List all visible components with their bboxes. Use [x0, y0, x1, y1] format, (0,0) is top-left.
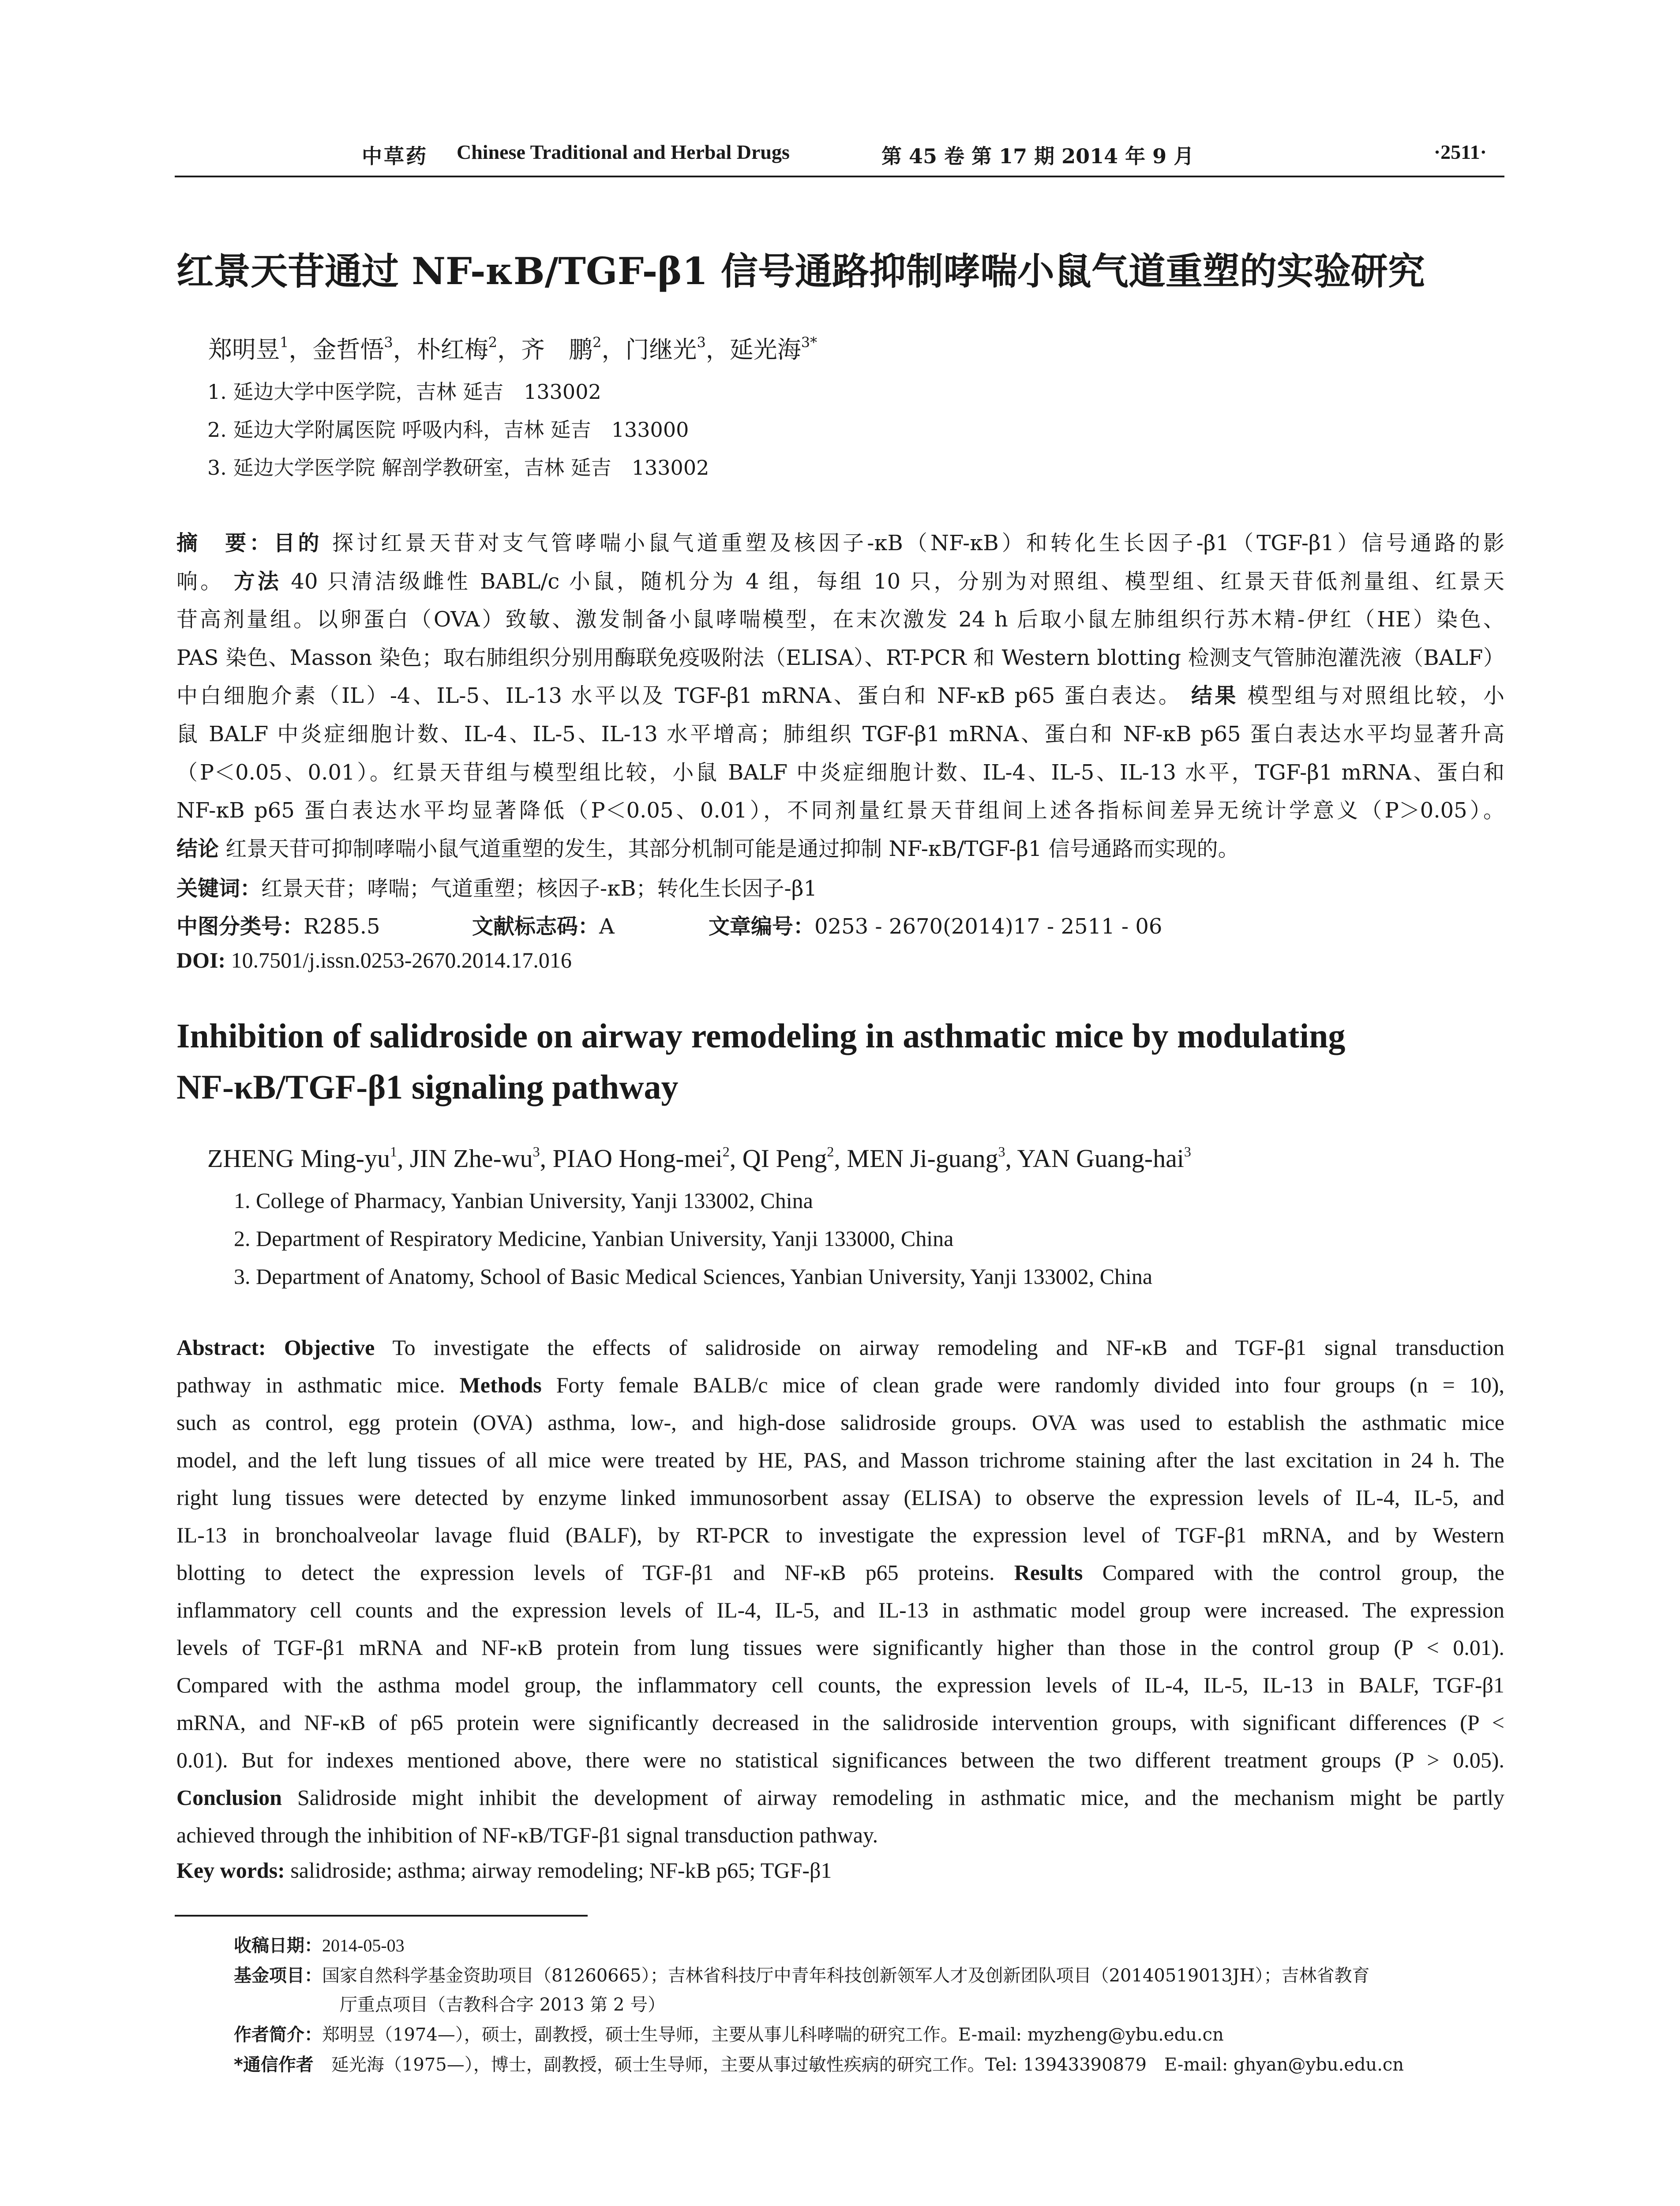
abstract-text: right lung tissues were detected by enzyme linked immunosorbent assay (ELISA) to observe the expression levels of IL-4, IL-5, and: [176, 1485, 1504, 1510]
abstract-line: [176, 1366, 1504, 1404]
doc-code-value: A: [599, 914, 615, 939]
abstract-text: 红景天苷可抑制哮喘小鼠气道重塑的发生，其部分机制可能是通过抑制 NF-κB/TGF-β1 信号通路而实现的。: [225, 836, 1239, 861]
abstract-text: Salidroside might inhibit the development of airway remodeling in asthmatic mice, and the mechanism might be partly: [297, 1785, 1504, 1810]
article-number-value: 0253 - 2670(2014)17 - 2511 - 06: [814, 914, 1162, 939]
keywords-zh: [176, 871, 817, 902]
abstract-en-label: Abstract:: [176, 1335, 284, 1360]
page-number: ·2511·: [1433, 141, 1487, 163]
author-affiliation-mark: 3: [1184, 1144, 1191, 1159]
author-affiliation-mark: 3: [532, 1144, 540, 1159]
journal-issue: 第 45 卷 第 17 期 2014 年 9 月: [881, 144, 1194, 168]
section-heading: 结论: [176, 836, 219, 861]
abstract-line: [176, 1816, 1504, 1854]
abstract-text: inflammatory cell counts and the expression levels of IL-4, IL-5, and IL-13 in asthmatic model group were increased. The expression: [176, 1598, 1504, 1622]
author-affiliation-mark: 1: [390, 1144, 398, 1159]
author-name: JIN Zhe-wu: [410, 1144, 533, 1173]
abstract-text: （P＜0.05、0.01）。红景天苷组与模型组比较，小鼠 BALF 中炎症细胞计数、IL-4、IL-5、IL-13 水平，TGF-β1 mRNA、蛋白和: [176, 760, 1504, 785]
abstract-en: [176, 1329, 1504, 1854]
fund-line-2: 厅重点项目（吉教科合字 2013 第 2 号）: [340, 1995, 666, 2015]
fund-line-1: 国家自然科学基金资助项目（81260665）；吉林省科技厅中青年科技创新领军人才及创新团队项目（20140519013JH）；吉林省教育: [322, 1966, 1370, 1986]
footnote-author: [234, 2021, 1224, 2046]
author-affiliation-mark: 2: [827, 1144, 834, 1159]
authors-en: ZHENG Ming-$yu^1$, JIN Zhe-$wu^3$, PIAO Hong-mei$^2$, QI Peng$^2$, MEN Ji-guang$^3$, YAN Guang-hai$^3$: [207, 1144, 1191, 1173]
journal-name-en: Chinese Traditional and Herbal Drugs: [457, 141, 790, 163]
abstract-line: [176, 1779, 1504, 1816]
abstract-text: such as control, egg protein (OVA) asthma, low-, and high-dose salidroside groups. OVA was used to establish the asthmatic mice: [176, 1410, 1504, 1435]
abstract-text: IL-13 in bronchoalveolar lavage fluid (BALF), by RT-PCR to investigate the expression level of TGF-β1 mRNA, and by Western: [176, 1523, 1504, 1547]
abstract-text: PAS 染色、Masson 染色；取右肺组织分别用酶联免疫吸附法（ELISA）、RT-PCR 和 Western blotting 检测支气管肺泡灌洗液（BALF）: [176, 645, 1504, 670]
abstract-text: pathway in asthmatic mice.: [176, 1373, 445, 1397]
received-date: 2014-05-03: [322, 1936, 405, 1955]
abstract-line: [176, 1704, 1504, 1741]
header-rule: [175, 176, 1504, 177]
doi: [176, 947, 572, 973]
author-bio-label: 作者简介：: [234, 2025, 322, 2045]
abstract-text: 苷高剂量组。以卵蛋白（OVA）致敏、激发制备小鼠哮喘模型，在末次激发 24 h 后取小鼠左肺组织行苏木精-伊红（HE）染色、: [176, 607, 1504, 632]
footnote-fund: [234, 1962, 1369, 1987]
section-heading: 目的: [274, 531, 322, 555]
abstract-text: 响。: [176, 569, 225, 594]
abstract-line: [176, 1516, 1504, 1554]
author-name: 郑明昱: [208, 336, 280, 364]
journal-name-zh: 中草药: [362, 144, 428, 168]
author-affiliation-mark: 1: [280, 334, 289, 351]
author-name: 朴红梅: [416, 336, 488, 364]
abstract-text: NF-κB p65 蛋白表达水平均显著降低（P＜0.05、0.01），不同剂量红景天苷组间上述各指标间差异无统计学意义（P＞0.05）。: [176, 798, 1504, 823]
doi-value[interactable]: 10.7501/j.issn.0253-2670.2014.17.016: [231, 948, 572, 972]
abstract-line: [176, 1741, 1504, 1779]
section-heading: Results: [1014, 1560, 1083, 1585]
abstract-text: 模型组与对照组比较，小: [1247, 683, 1504, 709]
author-name: MEN Ji-guang: [847, 1144, 998, 1173]
abstract-line: [176, 677, 1504, 715]
abstract-line: [176, 524, 1504, 563]
fund-label: 基金项目：: [234, 1966, 322, 1986]
classification-doc: [472, 909, 615, 940]
author-affiliation-mark: 3: [998, 1144, 1005, 1159]
doc-code-label: 文献标志码：: [472, 914, 600, 939]
abstract-line: [176, 639, 1504, 677]
author-name: YAN Guang-hai: [1017, 1144, 1184, 1173]
affiliation-zh-3: 3. 延边大学医学院 解剖学教研室，吉林 延吉 133002: [207, 456, 709, 480]
abstract-line: [176, 792, 1504, 830]
abstract-line: [176, 600, 1504, 639]
section-heading: Methods: [459, 1373, 542, 1397]
title-en-line-2: NF-κB/TGF-β1 signaling pathway: [176, 1068, 679, 1106]
affiliation-zh-1: 1. 延边大学中医学院，吉林 延吉 133002: [207, 380, 601, 404]
abstract-line: [176, 1479, 1504, 1516]
abstract-line: [176, 1554, 1504, 1591]
author-name: 金哲悟: [312, 336, 384, 364]
keywords-en: [176, 1857, 832, 1883]
author-name: PIAO Hong-mei: [552, 1144, 723, 1173]
section-heading: 方法: [233, 569, 281, 594]
classification-article: [709, 909, 1162, 940]
abstract-text: 鼠 BALF 中炎症细胞计数、IL-4、IL-5、IL-13 水平增高；肺组织 TGF-β1 mRNA、蛋白和 NF-κB p65 蛋白表达水平均显著升高: [176, 721, 1504, 747]
section-heading: Conclusion: [176, 1785, 282, 1810]
abstract-text: levels of TGF-β1 mRNA and NF-κB protein from lung tissues were significantly higher than those in the control group (P < 0.01).: [176, 1635, 1504, 1660]
abstract-zh: [176, 524, 1504, 868]
abstract-line: [176, 830, 1504, 868]
received-label: 收稿日期：: [234, 1936, 322, 1956]
clc-label: 中图分类号：: [176, 914, 304, 939]
corresponding-label: *通信作者: [234, 2055, 314, 2075]
author-name: QI Peng: [742, 1144, 827, 1173]
keywords-en-text: salidroside; asthma; airway remodeling; NF-kB p65; TGF-β1: [290, 1858, 832, 1883]
author-affiliation-mark: 2: [488, 334, 498, 351]
author-name: ZHENG Ming-yu: [207, 1144, 390, 1173]
abstract-text: 探讨红景天苷对支气管哮喘小鼠气道重塑及核因子-κB（NF-κB）和转化生长因子-β1（TGF-β1）信号通路的影: [332, 531, 1504, 555]
affiliation-en-1: 1. College of Pharmacy, Yanbian University, Yanji 133002, China: [234, 1188, 813, 1213]
title-en-line-1: Inhibition of salidroside on airway remodeling in asthmatic mice by modulating: [176, 1017, 1346, 1055]
footnote-received: [234, 1932, 405, 1957]
abstract-line: [176, 754, 1504, 792]
keywords-en-label: Key words:: [176, 1858, 285, 1883]
abstract-text: 40 只清洁级雌性 BABL/c 小鼠，随机分为 4 组，每组 10 只，分别为对照组、模型组、红景天苷低剂量组、红景天: [291, 569, 1504, 594]
author-affiliation-mark: 3*: [801, 334, 818, 351]
abstract-text: blotting to detect the expression levels of TGF-β1 and NF-κB p65 proteins.: [176, 1560, 995, 1585]
author-name: 齐 鹏: [521, 336, 593, 364]
section-heading: Objective: [284, 1335, 375, 1360]
authors-zh: 郑明昱$^1$，金哲悟$^3$，朴红梅$^2$，齐 鹏$^2$，门继光$^3$，延光海$^{3*}$: [208, 334, 818, 364]
abstract-line: [176, 1629, 1504, 1666]
abstract-zh-label: 摘 要：: [176, 531, 274, 555]
abstract-text: achieved through the inhibition of NF-κB/TGF-β1 signal transduction pathway.: [176, 1823, 878, 1847]
corresponding-bio: 延光海（1975—），博士，副教授，硕士生导师，主要从事过敏性疾病的研究工作。Tel: 13943390879 E-mail: ghyan@ybu.edu.cn: [331, 2055, 1404, 2075]
abstract-text: Compared with the control group, the: [1102, 1560, 1504, 1585]
author-affiliation-mark: 2: [722, 1144, 730, 1159]
abstract-text: model, and the left lung tissues of all mice were treated by HE, PAS, and Masson trichrome staining after the last excitation in 24 h. The: [176, 1448, 1504, 1472]
footnote-corresponding: [234, 2051, 1404, 2076]
clc-value: R285.5: [304, 914, 380, 939]
title-en: [176, 1010, 1504, 1113]
title-zh: 红景天苷通过 NF-κB/TGF-β1 信号通路抑制哮喘小鼠气道重塑的实验研究: [176, 249, 1425, 293]
author-bio: 郑明昱（1974—），硕士，副教授，硕士生导师，主要从事儿科哮喘的研究工作。E-mail: myzheng@ybu.edu.cn: [322, 2025, 1224, 2045]
abstract-text: Compared with the asthma model group, the inflammatory cell counts, the expression levels of IL-4, IL-5, IL-13 in BALF, TGF-β1: [176, 1673, 1504, 1697]
abstract-line: [176, 563, 1504, 601]
section-heading: 结果: [1191, 683, 1238, 709]
keywords-zh-text: 红景天苷；哮喘；气道重塑；核因子-κB；转化生长因子-β1: [261, 876, 818, 901]
abstract-line: [176, 1441, 1504, 1479]
author-affiliation-mark: 2: [592, 334, 602, 351]
author-name: 延光海: [729, 336, 801, 364]
abstract-text: To investigate the effects of salidroside on airway remodeling and NF-κB and TGF-β1 signal transduction: [392, 1335, 1504, 1360]
footnote-rule: [175, 1915, 588, 1917]
abstract-text: 中白细胞介素（IL）-4、IL-5、IL-13 水平以及 TGF-β1 mRNA、蛋白和 NF-κB p65 蛋白表达。: [176, 683, 1182, 709]
abstract-line: [176, 715, 1504, 754]
author-name: 门继光: [625, 336, 697, 364]
author-affiliation-mark: 3: [697, 334, 706, 351]
keywords-zh-label: 关键词：: [176, 876, 262, 901]
abstract-line: [176, 1329, 1504, 1366]
abstract-text: Forty female BALB/c mice of clean grade were randomly divided into four groups (n = 10),: [556, 1373, 1504, 1397]
abstract-line: [176, 1666, 1504, 1704]
affiliation-en-3: 3. Department of Anatomy, School of Basic Medical Sciences, Yanbian University, Yanji 133002, China: [234, 1264, 1153, 1289]
abstract-text: mRNA, and NF-κB of p65 protein were significantly decreased in the salidroside intervention groups, with significant differences (P <: [176, 1710, 1504, 1735]
abstract-line: [176, 1404, 1504, 1441]
abstract-text: 0.01). But for indexes mentioned above, there were no statistical significances between the two different treatment groups (P > 0.05).: [176, 1748, 1504, 1772]
article-number-label: 文章编号：: [709, 914, 815, 939]
affiliation-en-2: 2. Department of Respiratory Medicine, Yanbian University, Yanji 133000, China: [234, 1226, 954, 1251]
doi-label: DOI:: [176, 948, 226, 972]
abstract-line: [176, 1591, 1504, 1629]
author-affiliation-mark: 3: [384, 334, 393, 351]
classification-clc: [176, 909, 380, 940]
affiliation-zh-2: 2. 延边大学附属医院 呼吸内科，吉林 延吉 133000: [207, 418, 689, 442]
